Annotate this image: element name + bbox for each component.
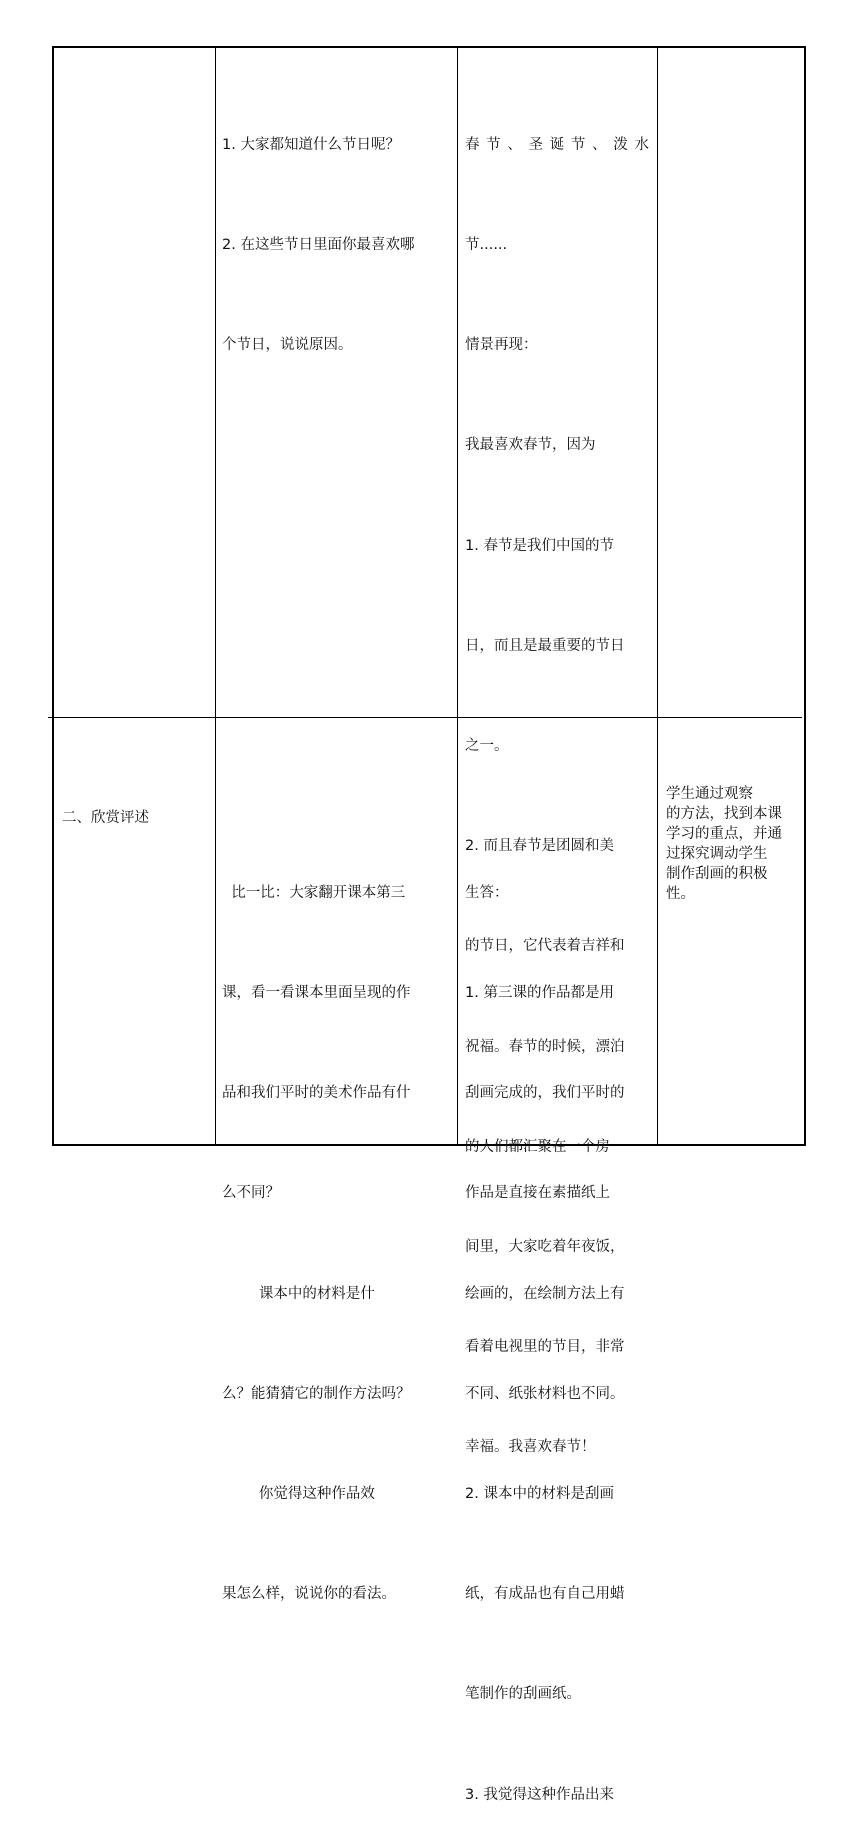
row1-student-line: 间里，大家吃着年夜饭， [465,1239,625,1256]
row1-student-line: 1. 春节是我们中国的节 [465,537,614,554]
row1-student-line: 的节日，它代表着吉祥和 [465,938,625,955]
row1-teacher-line: 1. 大家都知道什么节日呢？ [222,136,400,153]
row2-intent-line: 性。 [666,886,695,902]
row1-teacher-activity [222,62,452,396]
row2-teacher-activity [222,810,452,1645]
row2-student-line: 2. 课本中的材料是刮画 [465,1486,614,1503]
row2-teacher-line: 你觉得这种作品效 [222,1486,375,1503]
row2-student-line: 绘画的，在绘制方法上有 [465,1285,625,1302]
row1-student-line: 祝福。春节的时候，漂泊 [465,1038,625,1055]
row1-student-line: 节...... [465,237,508,254]
row2-student-line: 笔制作的刮画纸。 [465,1686,581,1703]
row-divider [48,717,802,718]
column-divider-3 [657,48,658,1144]
row2-student-line: 不同、纸张材料也不同。 [465,1385,625,1402]
row1-student-line: 的人们都汇聚在一个房 [465,1138,610,1155]
row1-student-line: 我最喜欢春节，因为 [465,437,596,454]
row1-student-line: 之一。 [465,738,509,755]
row2-student-line: 1. 第三课的作品都是用 [465,985,614,1002]
row2-design-intent [666,784,800,904]
row2-teacher-line: 课本中的材料是什 [222,1285,375,1302]
row2-intent-line: 过探究调动学生 [666,846,768,862]
row2-teacher-line: 比一比：大家翻开课本第三 [222,884,406,901]
row1-student-line: 日，而且是最重要的节日 [465,637,625,654]
row2-intent-line: 学生通过观察 [666,786,753,802]
row2-intent-line: 学习的重点，并通 [666,826,782,842]
row2-teacher-line: 课，看一看课本里面呈现的作 [222,985,411,1002]
row2-teacher-line: 么？能猜猜它的制作方法吗？ [222,1385,411,1402]
row1-teacher-line: 2. 在这些节日里面你最喜欢哪 [222,237,415,254]
row1-student-line: 幸福。我喜欢春节！ [465,1439,596,1456]
row2-intent-line: 制作刮画的积极 [666,866,768,882]
row1-student-line: 春节、圣诞节、泼水 [465,136,649,153]
row2-student-activity [465,810,649,1845]
row1-student-line: 看着电视里的节目，非常 [465,1339,625,1356]
row2-teacher-line: 品和我们平时的美术作品有什 [222,1085,411,1102]
row2-student-line: 纸，有成品也有自己用蜡 [465,1586,625,1603]
row2-student-line: 刮画完成的，我们平时的 [465,1085,625,1102]
row1-teacher-line: 个节日，说说原因。 [222,337,353,354]
row2-student-line: 3. 我觉得这种作品出来 [465,1786,614,1803]
row2-student-line: 生答： [465,884,509,901]
row1-student-line: 情景再现： [465,337,538,354]
row2-student-line: 作品是直接在素描纸上 [465,1185,610,1202]
row2-intent-line: 的方法，找到本课 [666,806,782,822]
row2-teacher-line: 果怎么样，说说你的看法。 [222,1586,396,1603]
column-divider-1 [215,48,216,1144]
row2-teacher-line: 么不同？ [222,1185,280,1202]
row2-stage-label: 二、欣赏评述 [62,810,149,826]
row1-student-line: 2. 而且春节是团圆和美 [465,838,614,855]
column-divider-2 [457,48,458,1144]
